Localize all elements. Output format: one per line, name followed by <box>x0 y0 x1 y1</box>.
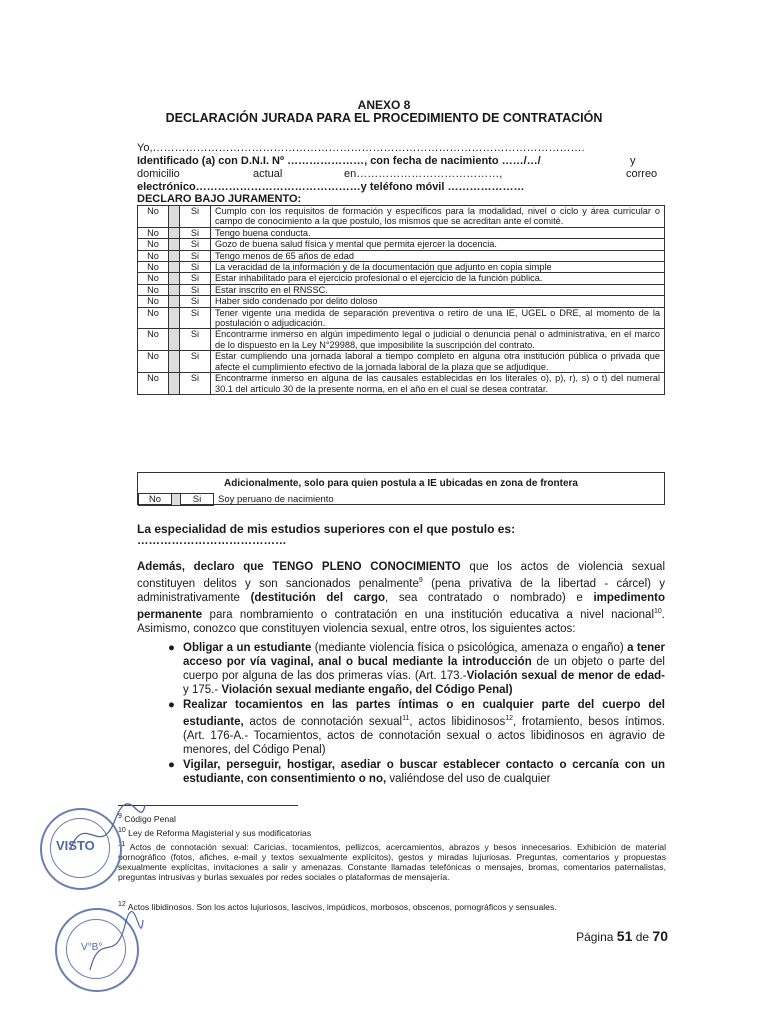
table-row <box>138 351 665 373</box>
mark-cell <box>169 284 180 295</box>
page-total: 70 <box>652 928 668 944</box>
text-run: (mediante violencia física o psicológica, amenaza o engaño) <box>311 642 628 654</box>
option-si: Si <box>180 284 211 295</box>
footnote-12 <box>118 900 666 912</box>
table-row <box>138 296 665 307</box>
form-domicilio-4: correo <box>626 168 658 180</box>
statement-text: Encontrarme inmerso en alguna de las causales establecidas en los literales o), p), r), s) o t) del numeral 30.1 del artículo 30 de la presente norma, en el año en el cual se desea contratar. <box>211 373 665 395</box>
table-row <box>138 284 665 295</box>
form-domicilio-1: domicilio <box>137 168 180 180</box>
page-current: 51 <box>616 928 633 944</box>
mark-cell <box>169 351 180 373</box>
text-run: Además, declaro que TENGO PLENO CONOCIMIENTO <box>137 561 461 573</box>
mark-cell <box>169 373 180 395</box>
option-no: No <box>138 307 169 329</box>
mark-cell <box>169 206 180 228</box>
text-run: , sea contratado o nombrado) e <box>385 591 594 604</box>
option-si: Si <box>180 206 211 228</box>
form-line-electronico: electrónico………………………………………y teléfono móvil ………………… <box>137 181 525 193</box>
conocimiento-paragraph <box>137 560 665 636</box>
footnote-text: Código Penal <box>121 813 176 824</box>
table-row <box>138 329 665 351</box>
statement-text: Tener vigente una medida de separación preventiva o retiro de una IE, UGEL o DRE, al momento de la postulación o adjudicación. <box>211 307 665 329</box>
statement-text: Estar inhabilitado para el ejercicio profesional o el ejercicio de la función pública. <box>211 273 665 284</box>
text-run: a tener acceso por vía vaginal, anal o bucal mediante la introducción <box>183 642 665 668</box>
footnote-text: Actos libidinosos. Son los actos lujuriosos, lascivos, impúdicos, morbosos, obscenos, pornográficos y sensuales. <box>125 901 557 912</box>
text-run: (pena privativa de la libertad - cárcel) y administrativamente <box>137 577 666 604</box>
footnote-number: 12 <box>118 901 126 908</box>
footnote-ref: 11 <box>402 715 410 722</box>
option-no: No <box>138 262 169 273</box>
table-row <box>138 206 665 228</box>
statement-text: Cumplo con los requisitos de formación y específicos para la modalidad, nivel o ciclo y área curricular o campo de conocimiento a la que postulo, los mismos que se acreditan ante el comité. <box>211 206 665 228</box>
option-si: Si <box>180 262 211 273</box>
option-si: Si <box>180 307 211 329</box>
footnote-9 <box>118 812 666 824</box>
bullet-icon: ● <box>168 699 175 711</box>
list-item <box>165 641 665 697</box>
option-si: Si <box>180 296 211 307</box>
table-row <box>138 227 665 238</box>
footnote-ref: 10 <box>654 607 662 615</box>
violence-acts-list <box>165 641 665 787</box>
text-run: Vigilar, perseguir, hostigar, asediar o buscar establecer contacto o cercanía con un estudiante, con consentimiento o no, <box>183 758 665 785</box>
text-run: actos de connotación sexual <box>243 715 403 728</box>
text-run: valiéndose del uso de cualquier <box>386 772 551 785</box>
option-no: No <box>139 494 172 506</box>
option-si: Si <box>180 239 211 250</box>
mark-cell <box>169 329 180 351</box>
page-of: de <box>635 930 650 944</box>
frontera-title: Adicionalmente, solo para quien postula a IE ubicadas en zona de frontera <box>224 478 578 489</box>
option-si: Si <box>180 373 211 395</box>
mark-cell <box>169 273 180 284</box>
especialidad-label: La especialidad de mis estudios superiores con el que postulo es: <box>137 522 516 536</box>
table-row <box>138 373 665 395</box>
table-row <box>138 250 665 261</box>
mark-cell <box>169 296 180 307</box>
visto-label: VISTO <box>56 838 95 853</box>
option-si: Si <box>181 494 214 506</box>
statement-text: Gozo de buena salud física y mental que permita ejercer la docencia. <box>211 239 665 250</box>
option-no: No <box>138 206 169 228</box>
frontera-section <box>137 472 665 505</box>
text-run: y 175.- <box>183 684 222 696</box>
signature-mark <box>60 800 150 860</box>
option-no: No <box>138 227 169 238</box>
option-si: Si <box>180 351 211 373</box>
text-run: Violación sexual de menor de edad- <box>466 670 665 682</box>
form-domicilio-3: en…………………………………, <box>344 168 503 180</box>
footnote-text: Actos de connotación sexual: Caricias, tocamientos, pellizcos, acercamientos, abrazos y besos innecesarios. Exhibición de material pornográfico (fotos, afiches, e-mail y textos sexualmente explícitos), gestos y miradas lujuriosas. Preguntas, comentarios y propuestas sexualmente explícitas, invitaciones a salir y amenazas. Constante llamadas telefónicas o mensajes, bromas, comentarios paternalistas, preguntas intrusivas y burlas sexuales por redes sociales o plataformas de mensajería. <box>118 841 666 883</box>
table-row <box>138 239 665 250</box>
text-run: , frotamiento, besos íntimos. (Art. 176-A.- Tocamientos, actos de connotación sexual o actos libidinosos en agravio de menores, del Código Penal) <box>183 715 665 756</box>
table-row <box>138 262 665 273</box>
statement-text: Haber sido condenado por delito doloso <box>211 296 665 307</box>
footnote-ref: 9 <box>418 577 423 584</box>
statement-text: Tengo buena conducta. <box>211 227 665 238</box>
statement-text: Tengo menos de 65 años de edad <box>211 250 665 261</box>
page-title: DECLARACIÓN JURADA PARA EL PROCEDIMIENTO DE CONTRATACIÓN <box>165 111 603 125</box>
mark-cell <box>169 239 180 250</box>
footnote-number: 9 <box>118 813 122 820</box>
table-row <box>138 273 665 284</box>
form-domicilio-2: actual <box>253 168 283 180</box>
option-no: No <box>138 273 169 284</box>
text-run: que los actos de violencia sexual constituyen delitos y son sancionados penalmente <box>137 561 665 590</box>
option-si: Si <box>180 250 211 261</box>
mark-cell <box>172 494 181 506</box>
page-prefix: Página <box>576 930 614 944</box>
text-run: Obligar a un estudiante <box>183 642 312 654</box>
option-si: Si <box>180 273 211 284</box>
footnote-11 <box>118 840 666 883</box>
mark-cell <box>169 227 180 238</box>
signature-mark <box>85 910 145 980</box>
option-no: No <box>138 351 169 373</box>
mark-cell <box>169 262 180 273</box>
form-line-dni: Identificado (a) con D.N.I. Nº …………………, con fecha de nacimiento ……/…/ <box>137 155 541 167</box>
statement-text: Soy peruano de nacimiento <box>214 494 373 506</box>
statement-text: Encontrarme inmerso en algún impedimento legal o judicial o denuncia penal o administrativa, en el marco de lo dispuesto en la Ley N°29988, que imposibilite la suscripción del contrato. <box>211 329 665 351</box>
footnote-number: 10 <box>118 827 126 834</box>
text-run: impedimento permanente <box>137 591 665 621</box>
statement-text: Estar inscrito en el RNSSC. <box>211 284 665 295</box>
text-run: . Asimismo, conozco que constituyen violencia sexual, entre otros, los siguientes actos: <box>137 608 665 635</box>
option-no: No <box>138 239 169 250</box>
form-line-dni-y: y <box>630 155 636 167</box>
declaro-heading: DECLARO BAJO JURAMENTO: <box>137 193 302 205</box>
option-no: No <box>138 250 169 261</box>
footnote-10 <box>118 826 666 838</box>
option-si: Si <box>180 329 211 351</box>
text-run: de un objeto o parte del cuerpo por alguna de las dos primeras vías. (Art. 173.- <box>183 656 665 682</box>
footnote-number: 11 <box>118 841 126 848</box>
frontera-table <box>138 493 372 506</box>
table-row <box>138 307 665 329</box>
statement-text: La veracidad de la información y de la documentación que adjunto en copia simple <box>211 262 665 273</box>
text-run: Realizar tocamientos en las partes íntimas o en cualquier parte del cuerpo del estudiante, <box>183 699 665 728</box>
anexo-heading: ANEXO 8 <box>357 98 411 112</box>
text-run: (destitución del cargo <box>250 591 385 604</box>
text-run: Violación sexual mediante engaño, del Código Penal) <box>221 684 513 696</box>
footnote-ref: 12 <box>505 715 513 722</box>
text-run: , actos libidinosos <box>409 715 506 728</box>
footnote-text: Ley de Reforma Magisterial y sus modificatorias <box>125 827 312 838</box>
list-item <box>165 698 665 757</box>
mark-cell <box>169 250 180 261</box>
list-item <box>165 758 665 786</box>
option-si: Si <box>180 227 211 238</box>
page-number <box>576 928 668 944</box>
bullet-icon: ● <box>168 758 175 771</box>
declaration-table <box>137 205 665 395</box>
option-no: No <box>138 329 169 351</box>
statement-text: Estar cumpliendo una jornada laboral a tiempo completo en alguna otra institución pública o privada que afecte el cumplimiento efectivo de la jornada laboral de la plaza que se adjudique. <box>211 351 665 373</box>
option-no: No <box>138 284 169 295</box>
option-no: No <box>138 373 169 395</box>
option-no: No <box>138 296 169 307</box>
form-line-yo: Yo,………………………………………………………………………………………………………. <box>137 142 585 154</box>
table-row <box>139 494 373 506</box>
vobo-label: V°B° <box>81 942 103 953</box>
text-run: para nombramiento o contratación en una institución educativa a nivel nacional <box>202 608 654 621</box>
especialidad-dots: ………………………………… <box>137 535 287 547</box>
mark-cell <box>169 307 180 329</box>
bullet-icon: ● <box>168 642 175 654</box>
